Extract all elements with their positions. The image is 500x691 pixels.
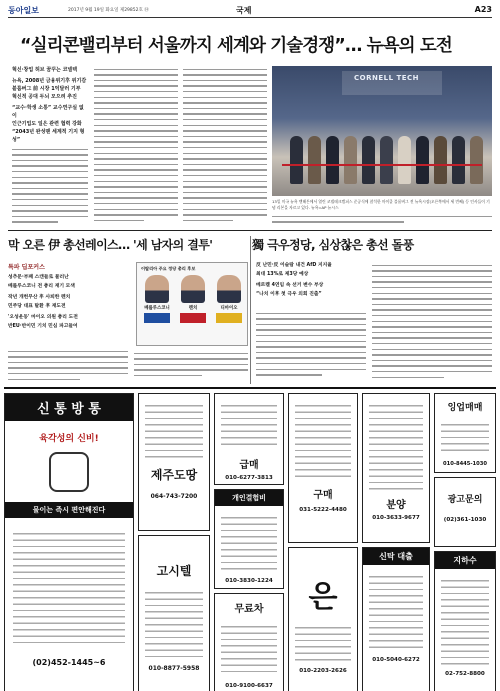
ad-phone: 010-8445-1030 <box>442 461 487 467</box>
subhead-line: '오성운동' 마이오 의원 총리 도전 <box>8 315 78 321</box>
story1-subheads <box>12 66 88 144</box>
masthead <box>8 4 492 18</box>
ad-column-4 <box>362 393 430 543</box>
story3-body-col2 <box>372 262 492 382</box>
ad-column-2b <box>214 489 284 589</box>
candidate-name: 렌치 <box>188 306 198 311</box>
ad-title: 신 통 방 통 <box>5 394 133 421</box>
story1-body-col4 <box>272 213 492 226</box>
body-text-line <box>94 217 144 223</box>
ad-silver <box>288 547 358 691</box>
photo-caption: 13일 미국 뉴욕 맨해튼에서 열린 코넬테크캠퍼스 준공식에 참석한 마이클 블룸버그 전 뉴욕시장(오른쪽에서 세 번째) 등 인사들이 기념 리본을 자르고 있다. 뉴욕=AP 뉴시스 <box>272 199 490 210</box>
issue-date: 2017년 9월 19일 화요일 제29852호 ⑭ <box>68 8 149 13</box>
candidates-box-title: 이탈리아 주요 정당 총리 후보 <box>141 266 196 271</box>
subhead-line: 최대 13%로 제3당 예상 <box>256 271 309 277</box>
body-text-line <box>372 374 444 380</box>
subhead-line: 민주당 대표 탈환 후 재도전 <box>8 303 66 309</box>
story2-subheads <box>8 274 128 332</box>
subhead-line: 혁신·창업 허브 꿈꾸는 코넬텍 <box>12 67 78 73</box>
ad-title: 신탁 대출 <box>363 548 429 565</box>
subhead-line: 혁신적 공대 두뇌 모으려 추진 <box>12 94 77 100</box>
classified-ads-area <box>4 387 496 691</box>
main-headline: “실리콘밸리부터 서울까지 세계와 기술경쟁”… 뉴욕의 도전 <box>20 36 452 56</box>
candidate-card <box>141 275 173 323</box>
italy-headline: 막 오른 伊 총선레이스… '세 남자의 결투' <box>8 238 213 252</box>
subhead-line: 성추문·부패 스캔들로 물러난 <box>8 275 69 280</box>
ad-title: 은 <box>308 580 338 615</box>
ad-phone: (02)452-1445~6 <box>32 658 106 667</box>
page-number: A23 <box>474 5 492 14</box>
subhead-line: 작년 개헌무산 후 사퇴한 렌치 <box>8 295 71 301</box>
ad-column-3 <box>288 393 358 543</box>
candidate-photo <box>145 275 169 303</box>
ad-phone: 010-8877-5958 <box>148 665 200 672</box>
story2-body-col2 <box>134 350 248 382</box>
ad-phone: 064-743-7200 <box>150 493 198 500</box>
ad-title: 지하수 <box>435 552 495 569</box>
ad-jeju <box>138 393 210 531</box>
body-text-line <box>134 372 202 378</box>
ad-phone: 031-5222-4480 <box>299 507 347 513</box>
body-text-line <box>256 372 322 378</box>
body-text-line <box>12 219 58 225</box>
ad-phone: 02-752-8800 <box>445 671 485 677</box>
candidate-photo <box>217 275 241 303</box>
ad-groundwater <box>434 551 496 691</box>
ribbon-cutting-photo <box>272 66 492 196</box>
ad-business-sale <box>434 393 496 473</box>
ad-phone: 010-3830-1224 <box>225 578 273 584</box>
ad-column-2c <box>214 593 284 691</box>
ad-title: 광고문의 <box>447 495 483 505</box>
candidate-name: 베를루스코니 <box>144 306 170 311</box>
section-divider <box>8 230 492 231</box>
subhead-line: 인근기업도 일은 관련 협력 강화 <box>12 121 82 127</box>
ad-sintong <box>4 393 134 691</box>
subhead-line: 반EU·반이민 기치 민심 파고들어 <box>8 323 78 329</box>
photo-banner-text: CORNELL TECH <box>354 74 420 82</box>
ad-phone: 010-6277-3813 <box>225 475 273 481</box>
germany-headline: 獨 극우정당, 심상찮은 총선 돌풍 <box>252 238 414 252</box>
ad-phone: (02)361-1030 <box>443 517 487 523</box>
subhead-line: 反 난민·反 이슬람 내건 AfD 지지율 <box>256 263 332 268</box>
subhead-line: “2043년 완성땐 세계적 기지 형성” <box>12 129 85 143</box>
ad-subtitle: 육각성의 신비! <box>39 434 99 444</box>
column-tag: 특파 딥포커스 <box>8 264 45 271</box>
ad-title: 잉업매매 <box>447 403 483 413</box>
story3-subheads <box>256 262 366 299</box>
section-title: 국제 <box>236 6 252 15</box>
story1-body-col1 <box>12 146 88 226</box>
column-divider <box>250 236 251 384</box>
newspaper-logo: 동아일보 <box>8 5 39 15</box>
subhead-line: 메르켈 4연임 속 선거 변수 부상 <box>256 283 324 289</box>
subhead-line: “교수·학생 소통” 교수연구실 없이 <box>12 105 84 119</box>
ad-column-2 <box>214 393 284 485</box>
ad-gositel <box>138 535 210 691</box>
story1-body-col2 <box>94 66 178 226</box>
ad-title: 고시텔 <box>156 564 192 578</box>
candidate-name: 디마이오 <box>220 306 238 311</box>
story1-body-col3 <box>183 66 267 226</box>
story2-body-col1 <box>8 348 128 382</box>
ad-phone: 010-9100-6637 <box>225 683 273 689</box>
subhead-line: “나치 이후 첫 극우 의회 진출” <box>256 291 322 297</box>
ad-trust-loan <box>362 547 430 691</box>
ad-inquiry <box>434 477 496 547</box>
ad-title: 개인결험비 <box>215 490 283 506</box>
ad-title: 구매 <box>313 490 333 501</box>
candidates-box <box>136 262 248 346</box>
subhead-line: 뉴욕, 2008년 금융위기후 위기감 <box>12 78 87 84</box>
ad-phone: 010-3633-9677 <box>372 515 420 521</box>
ad-phone: 010-2203-2626 <box>299 668 347 674</box>
story3-body-col1 <box>256 310 366 382</box>
body-text-line <box>272 219 404 225</box>
ad-title: 제주도땅 <box>150 468 198 482</box>
ad-title: 급매 <box>239 460 259 471</box>
ad-title: 무료차 <box>234 604 264 615</box>
candidate-photo <box>181 275 205 303</box>
candidate-card <box>177 275 209 323</box>
ad-title: 분양 <box>386 500 406 511</box>
body-text-line <box>183 217 233 223</box>
subhead-line: 블룸버그 前 시장 1억달러 기부 <box>12 86 81 92</box>
body-text-line <box>8 376 80 382</box>
ad-phone: 010-5040-6272 <box>372 657 420 663</box>
ad-line: 물이는 즉시 편안해진다 <box>5 502 133 518</box>
subhead-line: 베를루스코니 전 총리 재기 모색 <box>8 283 75 289</box>
candidate-card <box>213 275 245 323</box>
